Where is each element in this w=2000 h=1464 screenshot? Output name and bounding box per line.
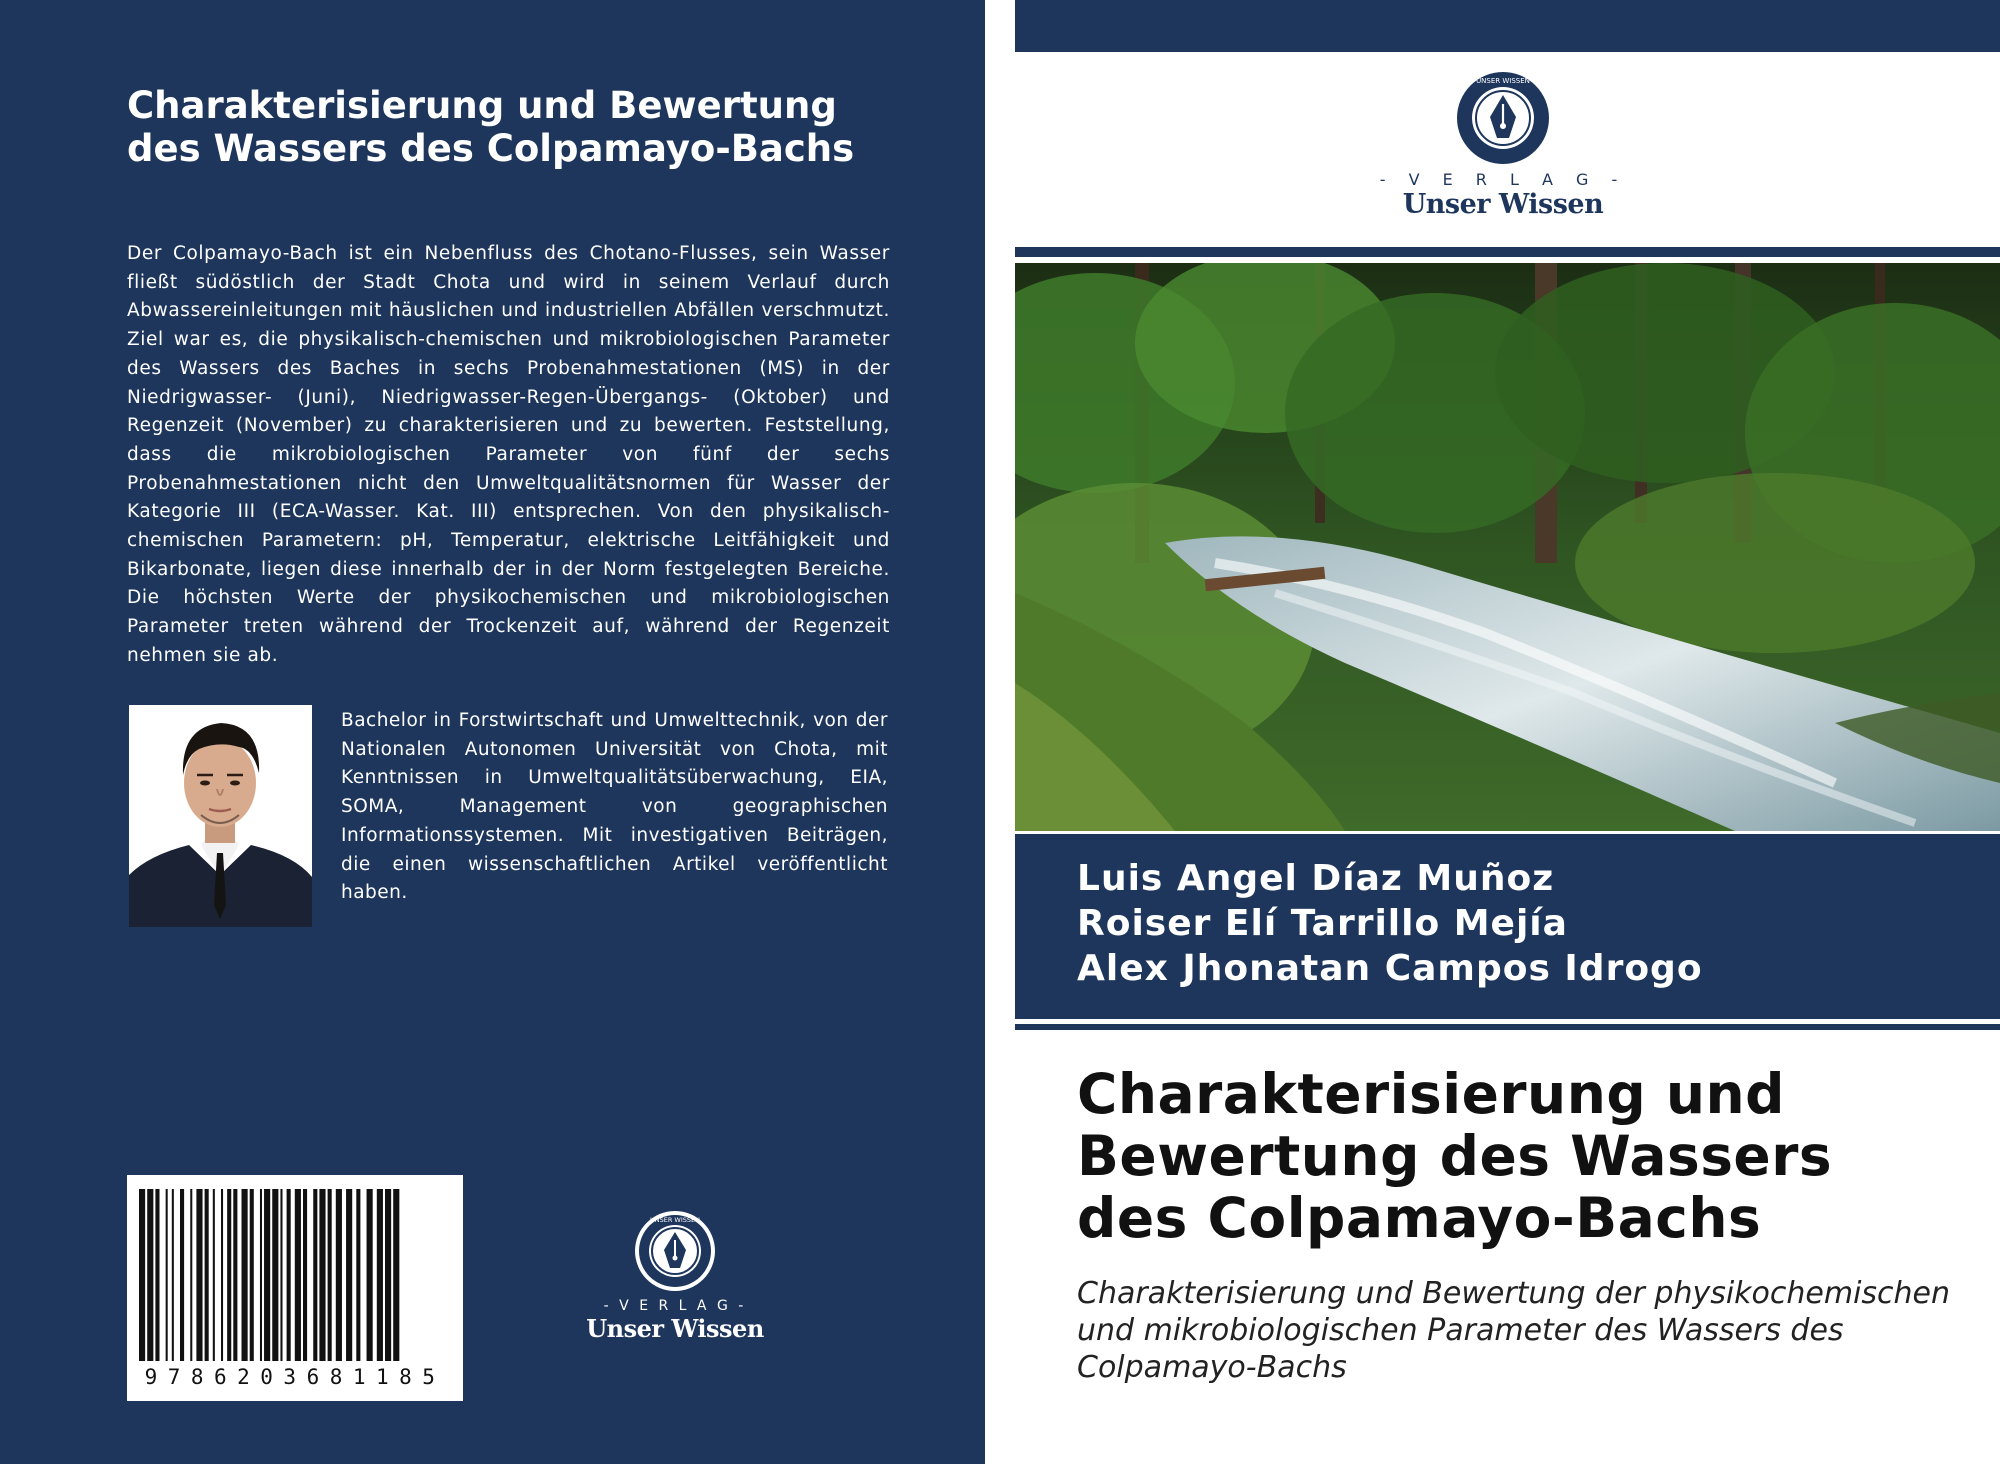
top-color-bar (1015, 0, 2000, 52)
barcode-bar (147, 1189, 153, 1361)
barcode-bar (227, 1189, 231, 1361)
barcode-bar (233, 1189, 237, 1361)
barcode-bar (180, 1189, 184, 1361)
publisher-logo-back (560, 1210, 790, 1350)
svg-text:UNSER WISSEN: UNSER WISSEN (649, 1216, 701, 1224)
forest-stream-image (1015, 263, 2000, 831)
publisher-logo-front (1353, 70, 1653, 230)
barcode-bar (346, 1189, 352, 1361)
barcode-bar (393, 1189, 399, 1361)
barcode-bar (242, 1189, 248, 1361)
publisher-name-back: Unser Wissen (586, 1314, 764, 1343)
barcode-bar (155, 1189, 159, 1361)
barcode-bar (385, 1189, 391, 1361)
fountain-pen-nib-seal-icon (1455, 70, 1551, 166)
svg-text:UNSER WISSEN: UNSER WISSEN (1476, 77, 1530, 85)
barcode-bar (280, 1189, 282, 1361)
barcode-bar (272, 1189, 278, 1361)
front-cover-subtitle: Charakterisierung und Bewertung der physikochemischen und mikrobiologischen Parameter des Wassers des Colpamayo-Bachs (1077, 1276, 1951, 1385)
book-spine (985, 0, 1015, 1464)
verlag-label-back: - V E R L A G - (603, 1298, 747, 1314)
barcode-bar (139, 1189, 145, 1361)
author-portrait-icon (129, 705, 312, 927)
barcode-bar (221, 1189, 223, 1361)
barcode-bar (336, 1189, 342, 1361)
author-bio: Bachelor in Forstwirtschaft und Umwelttechnik, von der Nationalen Autonomen Universität von Chota, mit Kenntnissen in Umweltqualitätsüberwachung, EIA, SOMA, Management von geographischen Informationssystemen. Mit investigativen Beiträgen, die einen wissenschaftlichen Artikel veröffentlicht haben. (341, 710, 888, 904)
front-cover (1015, 0, 2000, 1464)
author-name: Roiser Elí Tarrillo Mejía (1077, 903, 1568, 944)
barcode-bar (328, 1189, 332, 1361)
barcode-bar (303, 1189, 307, 1361)
front-cover-title: Charakterisierung und Bewertung des Wassers des Colpamayo-Bachs (1077, 1062, 1833, 1250)
rule-above-photo (1015, 247, 2000, 257)
back-cover (0, 0, 985, 1464)
barcode-bar (213, 1189, 215, 1361)
barcode-bar (287, 1189, 291, 1361)
isbn-digits: 9786203681185 (144, 1365, 446, 1389)
author-photo (129, 705, 312, 927)
author-name: Alex Jhonatan Campos Idrogo (1077, 948, 1703, 989)
back-cover-title: Charakterisierung und Bewertung des Wassers des Colpamayo-Bachs (127, 84, 855, 170)
author-name: Luis Angel Díaz Muñoz (1077, 858, 1555, 899)
barcode-bar (205, 1189, 209, 1361)
barcode-bar (250, 1189, 254, 1361)
rule-below-authors (1015, 1024, 2000, 1030)
barcode-bar (313, 1189, 317, 1361)
barcode-bar (260, 1189, 262, 1361)
authors-band (1015, 834, 2000, 1019)
isbn-barcode (127, 1175, 463, 1401)
barcode-bar (295, 1189, 301, 1361)
barcode-bar (377, 1189, 383, 1361)
barcode-bar (190, 1189, 192, 1361)
barcode-bar (196, 1189, 202, 1361)
barcode-bar (166, 1189, 168, 1361)
forest-stream-photo (1015, 263, 2000, 831)
back-cover-blurb: Der Colpamayo-Bach ist ein Nebenfluss des Chotano-Flusses, sein Wasser fließt südöstlich der Stadt Chota und wird in seinem Verlauf durch Abwassereinleitungen mit häuslichen und industriellen Abfällen verschmutzt. Ziel war es, die physikalisch-chemischen und mikrobiologischen Parameter des Wassers des Baches in sechs Probenahmestationen (MS) in der Niedrigwasser- (Juni), Niedrigwasser-Regen-Übergangs- (Oktober) und Regenzeit (November) zu charakterisieren und zu bewerten. Feststellung, dass die mikrobiologischen Parameter von fünf der sechs Probenahmestationen nicht den Umweltqualitätsnormen für Wasser der Kategorie III (ECA-Wasser. Kat. III) entsprechen. Von den physikalisch-chemischen Parametern: pH, Temperatur, elektrische Leitfähigkeit und Bikarbonate, liegen diese innerhalb der in der Norm festgelegten Bereiche. Die höchsten Werte der physikochemischen und mikrobiologischen Parameter treten während der Trockenzeit auf, während der Regenzeit nehmen sie ab. (127, 243, 890, 666)
barcode-bar (356, 1189, 360, 1361)
verlag-label-front: - V E R L A G - (1379, 170, 1627, 189)
publisher-name-front: Unser Wissen (1402, 189, 1604, 220)
barcode-bar (264, 1189, 270, 1361)
fountain-pen-nib-seal-icon (634, 1210, 716, 1292)
barcode-bar (367, 1189, 373, 1361)
barcode-bar (319, 1189, 325, 1361)
barcode-bar (172, 1189, 174, 1361)
